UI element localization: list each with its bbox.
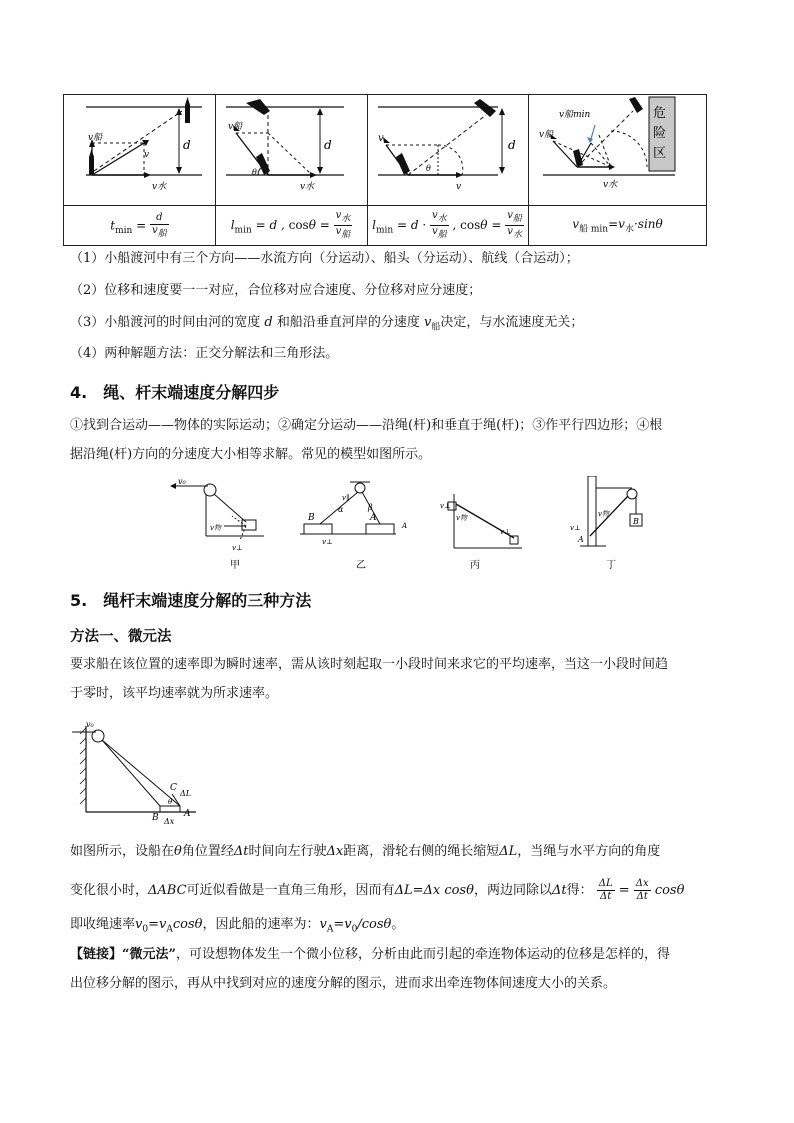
point-3: （3）小船渡河的时间由河的宽度 d 和船沿垂直河岸的分速度 $v_船$决定，与水流速度无关；	[70, 315, 584, 333]
point-4: （4）两种解题方法：正交分解法和三角形法。	[70, 346, 339, 361]
point-1: （1）小船渡河中有三个方向——水流方向（分运动）、船头（分运动）、航线（合运动）；	[70, 251, 579, 266]
label-v: v	[144, 150, 150, 160]
formula-danger-zone: $v_{船 min}=v_水\cdot\sin\theta$	[529, 206, 707, 246]
label-theta: θ	[168, 798, 173, 806]
micro-element-p1: 如图所示，设船在θ角位置经Δt时间向左行驶Δx距离，滑轮右侧的绳长缩短ΔL，当绳与水平方向的角度	[70, 844, 661, 859]
svg-text:A: A	[370, 513, 377, 523]
svg-text:v⊥: v⊥	[322, 538, 333, 546]
label-d: d	[324, 138, 332, 152]
model-bing	[440, 494, 522, 571]
svg-text:A: A	[402, 522, 408, 530]
min-time-figure	[64, 95, 215, 201]
figure-cell-min-distance	[216, 95, 368, 206]
label-B: B	[152, 813, 159, 823]
micro-element-p3: 即收绳速率$v_0=v_A\cos\theta$，因此船的速率为：$v_A=v_0$/cosθ。	[70, 917, 405, 935]
svg-text:乙: 乙	[356, 560, 366, 571]
label-v-ship: v船	[228, 122, 243, 132]
svg-text:丁: 丁	[606, 560, 616, 571]
label-C: C	[170, 783, 177, 793]
svg-text:B: B	[308, 513, 315, 523]
label-delta-L: ΔL	[180, 789, 192, 798]
label-theta: θ	[426, 164, 431, 173]
svg-text:v⊥: v⊥	[440, 502, 451, 510]
danger-char-3: 区	[653, 146, 667, 161]
svg-text:v物: v物	[456, 514, 467, 522]
svg-text:α: α	[338, 505, 344, 514]
section-5-title: 5. 绳杆末端速度分解的三种方法	[70, 591, 312, 610]
svg-text:v∥: v∥	[342, 494, 350, 502]
label-v0: v₀	[86, 720, 94, 729]
micro-element-p2: 变化很小时，ΔABC可近似看做是一直角三角形，因而有ΔL=Δx cosθ，两边同除以Δt得： $\frac{\Delta L}{\Delta t}$ = $\frac{\Delta x}{\Delta t}$ cosθ	[70, 878, 685, 902]
svg-text:B: B	[633, 517, 639, 526]
danger-char-2: 险	[653, 126, 667, 141]
label-d: d	[183, 138, 191, 152]
section-4-body: ①找到合运动——物体的实际运动；②确定分运动——沿绳(杆)和垂直于绳(杆)；③作平行四边形；④根 据沿绳(杆)方向的分速度大小相等求解。常见的模型如图所示。	[70, 418, 663, 462]
svg-text:v⊥: v⊥	[232, 544, 243, 552]
svg-text:丙: 丙	[470, 560, 480, 571]
label-v-ship-min: v船min	[559, 110, 591, 120]
model-jia	[170, 477, 264, 571]
label-v: v	[456, 182, 462, 192]
label-v: v	[378, 133, 384, 144]
micro-element-figure	[72, 716, 204, 828]
link-paragraph: 【链接】“微元法”，可设想物体发生一个微小位移，分析由此而引起的牵连物体运动的位移是怎样的，得 出位移分解的图示，再从中找到对应的速度分解的图示，进而求出牵连物体间速度大小的关系。	[70, 947, 670, 991]
river-crossing-table	[63, 94, 707, 246]
figure-cell-danger-zone	[529, 95, 707, 206]
point-2: （2）位移和速度要一一对应，合位移对应合速度、分位移对应分速度；	[70, 283, 482, 298]
svg-text:甲: 甲	[230, 560, 240, 571]
label-delta-x: Δx	[164, 817, 175, 826]
formula-min-distance: $l_{min} = d$ , cosθ = $\frac{v_水}{v_船}$	[216, 206, 368, 246]
label-theta: θ	[252, 168, 257, 177]
formula-min-distance-slow: $l_{min} = d$ · $\frac{v_水}{v_船}$ , cosθ = $\frac{v_船}{v_水}$	[368, 206, 529, 246]
svg-text:v⊥: v⊥	[500, 528, 511, 536]
svg-text:v⊥: v⊥	[570, 524, 581, 532]
label-d: d	[508, 138, 516, 152]
label-v-water: v水	[300, 182, 315, 192]
label-A: A	[184, 809, 191, 819]
min-distance-figure	[216, 95, 367, 201]
label-v-ship: v船	[539, 130, 554, 140]
svg-text:v物: v物	[598, 510, 609, 518]
min-distance-slow-figure	[368, 95, 528, 201]
svg-text:β: β	[368, 503, 373, 512]
method-1-intro: 要求船在该位置的速率即为瞬时速率，需从该时刻起取一小段时间来求它的平均速率，当这一小段时间趋 于零时，该平均速率就为所求速率。	[70, 657, 669, 701]
label-v-water: v水	[152, 182, 167, 192]
label-v-ship: v船	[88, 133, 103, 143]
danger-char-1: 危	[653, 106, 667, 121]
figure-cell-min-time	[64, 95, 216, 206]
method-1-title: 方法一、微元法	[70, 629, 172, 645]
model-ding	[570, 476, 642, 571]
svg-text:A: A	[578, 535, 584, 544]
label-v-water: v水	[603, 180, 618, 190]
danger-zone-figure	[529, 95, 706, 201]
formula-min-time: $t_{min}$ = $\frac{d}{v_船}$	[64, 206, 216, 246]
svg-text:v物: v物	[210, 524, 221, 532]
section-4-title: 4. 绳、杆末端速度分解四步	[70, 383, 280, 402]
model-yi	[300, 482, 407, 571]
svg-text:v₀: v₀	[178, 477, 186, 486]
figure-cell-min-distance-slow	[368, 95, 529, 206]
rope-rod-models-figure	[170, 476, 730, 572]
